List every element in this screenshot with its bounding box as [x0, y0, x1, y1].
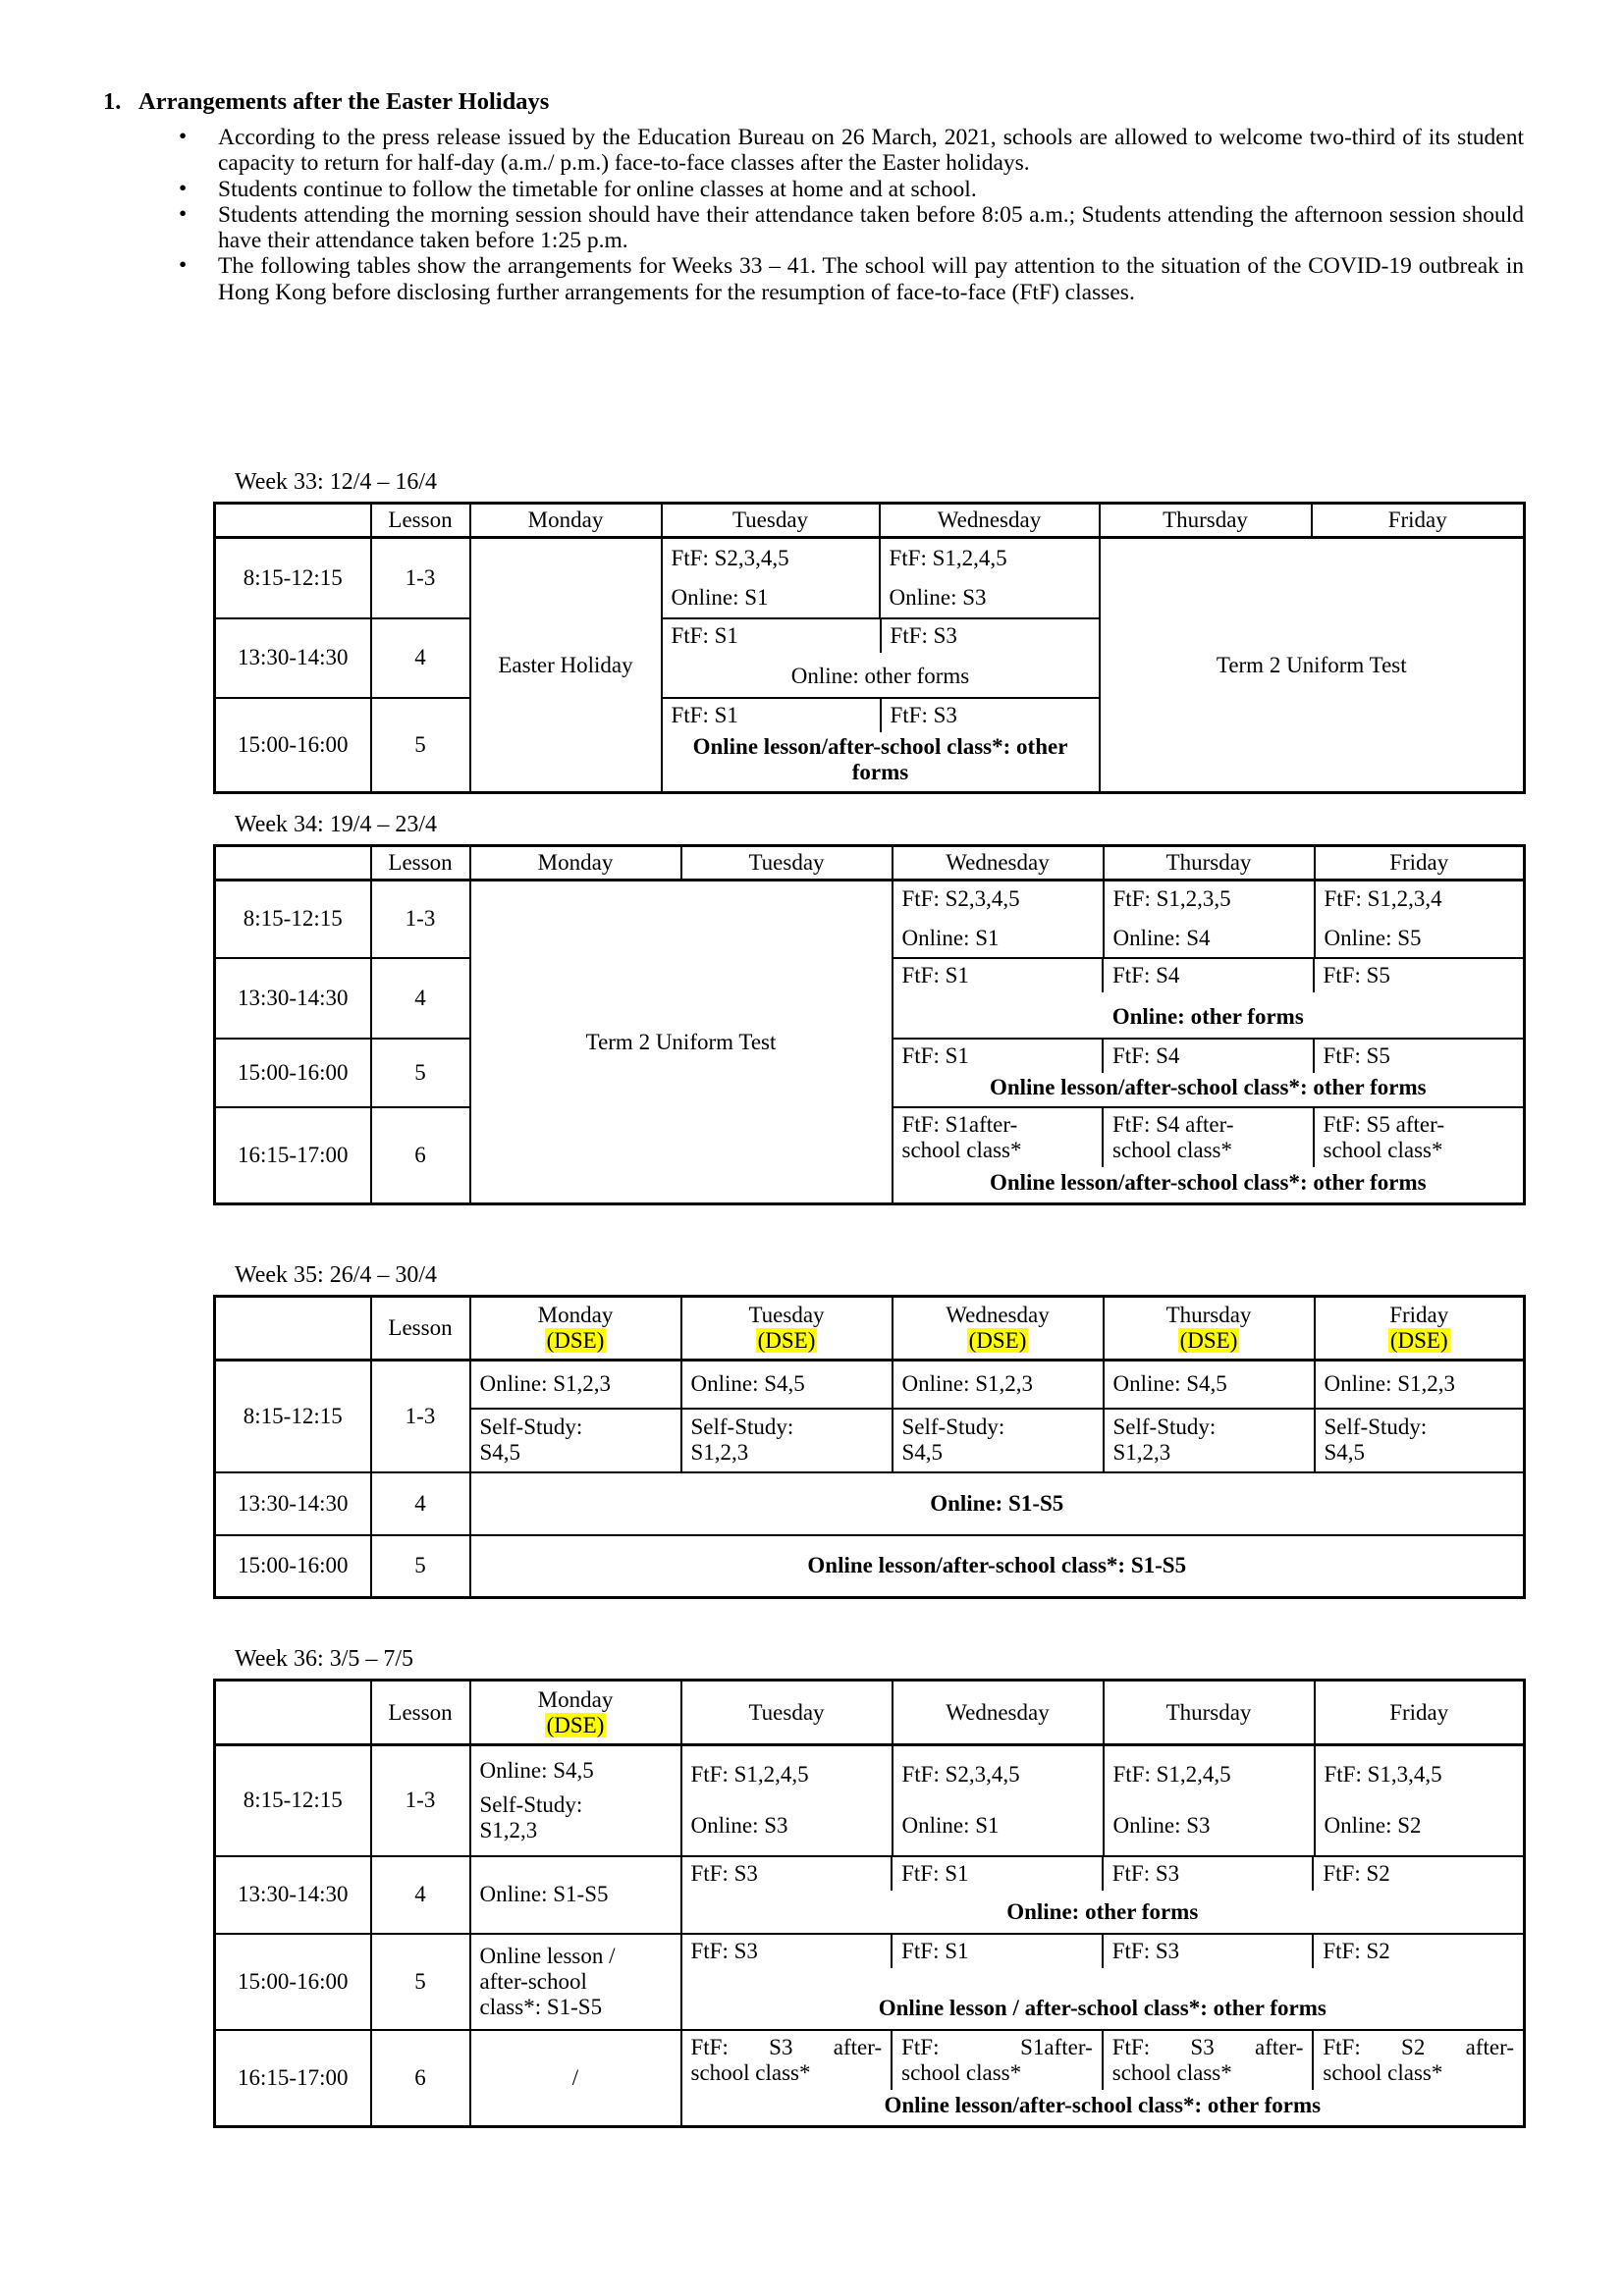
week33-timetable — [213, 502, 1526, 794]
ftf-tuesday: FtF: S1 — [671, 622, 738, 648]
ftf-tuesday: FtF: S1 — [671, 702, 738, 727]
ftf-line: FtF: S1,2,3,5 — [1112, 886, 1231, 912]
merged-online-line: Online lesson/after-school class*: other forms — [692, 733, 1068, 784]
dse-highlight: (DSE) — [968, 1328, 1027, 1353]
table-row — [215, 1535, 1525, 1598]
split-merged-cell — [662, 618, 1100, 698]
ftf-line: FtF: S1,2,4,5 — [690, 1762, 809, 1788]
dse-highlight: (DSE) — [1179, 1328, 1238, 1353]
online-line: Online: S3 — [889, 584, 987, 610]
lesson-cell: 5 — [371, 1039, 470, 1107]
week36-title: Week 36: 3/5 – 7/5 — [235, 1646, 414, 1672]
ftf-wednesday: FtF: S1 — [901, 962, 969, 988]
split-merged-cell — [893, 958, 1525, 1039]
split-merged-cell — [681, 1934, 1525, 2030]
lesson-cell: 4 — [371, 618, 470, 698]
split-merged-cell — [893, 1107, 1525, 1204]
time-cell: 15:00-16:00 — [215, 1535, 371, 1598]
merged-online-cell: Online: S1-S5 — [470, 1472, 1525, 1535]
corner-cell — [215, 1681, 371, 1745]
day-header-friday: Friday — [1312, 504, 1525, 538]
bullet-item: • According to the press release issued by the Education Bureau on 26 March, 2021, schools are allowed to welcome two-third of its student capacity to return for half-day (a.m./ p.m.) face-to-face classes after the Easter holidays. — [218, 125, 1524, 177]
table-row — [215, 2030, 1525, 2127]
merged-online-line: Online: other forms — [790, 663, 970, 688]
ftf-wednesday: FtF: S1after- school class* — [901, 1111, 1022, 1162]
day-header-tuesday: Tuesday (DSE) — [681, 1297, 893, 1361]
merged-online-line: Online lesson/after-school class*: other forms — [989, 1074, 1427, 1099]
ftf-wednesday: FtF: S1after- school class* — [891, 2031, 1102, 2090]
online-friday: Online: S1,2,3 — [1315, 1361, 1525, 1409]
ftf-friday: FtF: S5 — [1313, 959, 1524, 992]
time-cell: 13:30-14:30 — [215, 618, 371, 698]
day-header-tuesday: Tuesday — [662, 504, 880, 538]
lesson-cell: 1-3 — [371, 1745, 470, 1856]
online-line: Online: S4,5 — [479, 1757, 594, 1783]
online-line: Online: S4 — [1112, 926, 1211, 951]
day-cell-monday: / — [470, 2030, 681, 2127]
ftf-friday: FtF: S2 after- school class* — [1312, 2031, 1523, 2090]
day-cell-wednesday — [893, 881, 1104, 958]
day-header-wednesday: Wednesday — [893, 1681, 1104, 1745]
lesson-cell: 4 — [371, 1856, 470, 1934]
ftf-line: FtF: S2,3,4,5 — [671, 545, 789, 570]
ftf-friday: FtF: S2 — [1312, 1857, 1523, 1891]
selfstudy-friday: Self-Study: S4,5 — [1315, 1409, 1525, 1472]
bullet-item: • Students attending the morning session should have their attendance taken before 8:05 a.m.; Students attending the afternoon session should have their attendance taken before 1:25 p.m. — [218, 202, 1524, 254]
ftf-line: FtF: S1,2,4,5 — [889, 545, 1007, 570]
time-cell: 15:00-16:00 — [215, 1039, 371, 1107]
merged-online-line: Online lesson / after-school class*: other forms — [878, 1995, 1326, 2020]
lesson-header: Lesson — [371, 1297, 470, 1361]
online-wednesday: Online: S1,2,3 — [893, 1361, 1104, 1409]
day-cell-monday: Online lesson / after-school class*: S1-S5 — [470, 1934, 681, 2030]
time-cell: 8:15-12:15 — [215, 1745, 371, 1856]
merged-online-line: Online: other forms — [1111, 1003, 1304, 1029]
ftf-thursday: FtF: S4 after- school class* — [1102, 1108, 1313, 1167]
corner-cell — [215, 846, 371, 881]
dse-highlight: (DSE) — [1389, 1328, 1448, 1353]
ftf-friday: FtF: S5 after- school class* — [1313, 1108, 1524, 1167]
table-row — [215, 1856, 1525, 1934]
online-line: Online: S3 — [690, 1813, 788, 1839]
day-header-wednesday: Wednesday — [880, 504, 1100, 538]
corner-cell — [215, 504, 371, 538]
merged-online-line: Online: other forms — [1006, 1898, 1199, 1924]
online-line: Online: S1 — [671, 584, 769, 610]
lesson-cell: 1-3 — [371, 538, 470, 618]
lesson-cell: 5 — [371, 1934, 470, 2030]
day-cell-friday — [1315, 881, 1525, 958]
merged-online-line: Online lesson/after-school class*: other forms — [989, 1169, 1427, 1195]
ftf-tuesday: FtF: S3 — [690, 1860, 758, 1886]
ftf-wednesday: FtF: S1 — [891, 1857, 1102, 1891]
ftf-line: FtF: S1,3,4,5 — [1324, 1762, 1442, 1788]
table-row — [215, 1472, 1525, 1535]
dse-highlight: (DSE) — [546, 1712, 605, 1737]
ftf-line: FtF: S1,2,4,5 — [1112, 1762, 1231, 1788]
time-cell: 13:30-14:30 — [215, 958, 371, 1039]
section-heading — [103, 88, 549, 116]
day-header-thursday: Thursday — [1100, 504, 1312, 538]
lesson-cell: 1-3 — [371, 1361, 470, 1472]
table-row — [215, 1745, 1525, 1856]
uniform-test-cell: Term 2 Uniform Test — [470, 881, 893, 1204]
day-header-monday: Monday — [470, 504, 662, 538]
time-cell: 16:15-17:00 — [215, 1107, 371, 1204]
ftf-thursday: FtF: S3 after- school class* — [1102, 2031, 1313, 2090]
selfstudy-tuesday: Self-Study: S1,2,3 — [681, 1409, 893, 1472]
ftf-tuesday: FtF: S3 — [690, 1938, 758, 1963]
header-row — [215, 504, 1525, 538]
day-cell-monday: Online: S1-S5 — [470, 1856, 681, 1934]
ftf-line: FtF: S2,3,4,5 — [901, 886, 1020, 912]
week35-timetable — [213, 1295, 1526, 1599]
lesson-cell: 4 — [371, 1472, 470, 1535]
day-header-thursday: Thursday — [1104, 1681, 1315, 1745]
day-header-friday: Friday (DSE) — [1315, 1297, 1525, 1361]
table-row — [215, 881, 1525, 958]
week33-section — [213, 469, 1523, 794]
week35-section — [213, 1262, 1523, 1599]
online-line: Online: S1 — [901, 926, 1000, 951]
day-cell-thursday — [1104, 881, 1315, 958]
selfstudy-thursday: Self-Study: S1,2,3 — [1104, 1409, 1315, 1472]
time-cell: 13:30-14:30 — [215, 1856, 371, 1934]
ftf-thursday: FtF: S4 — [1102, 1040, 1313, 1073]
easter-holiday-cell: Easter Holiday — [470, 538, 662, 793]
day-cell-wednesday — [880, 538, 1100, 618]
selfstudy-line: Self-Study: S1,2,3 — [479, 1791, 583, 1842]
section-title: Arrangements after the Easter Holidays — [138, 88, 550, 115]
dse-highlight: (DSE) — [546, 1328, 605, 1353]
lesson-cell: 4 — [371, 958, 470, 1039]
time-cell: 15:00-16:00 — [215, 1934, 371, 2030]
online-line: Online: S3 — [1112, 1813, 1211, 1839]
ftf-line: FtF: S1,2,3,4 — [1324, 886, 1442, 912]
day-header-monday: Monday (DSE) — [470, 1681, 681, 1745]
online-line: Online: S2 — [1324, 1813, 1422, 1839]
split-merged-cell — [681, 1856, 1525, 1934]
online-line: Online: S5 — [1324, 926, 1422, 951]
day-header-thursday: Thursday — [1104, 846, 1315, 881]
time-cell: 8:15-12:15 — [215, 538, 371, 618]
day-cell-tuesday — [681, 1745, 893, 1856]
ftf-wednesday: FtF: S1 — [901, 1042, 969, 1068]
day-header-wednesday: Wednesday — [893, 846, 1104, 881]
table-row — [215, 1934, 1525, 2030]
week33-title: Week 33: 12/4 – 16/4 — [235, 469, 438, 495]
split-merged-cell — [893, 1039, 1525, 1107]
day-cell-thursday — [1104, 1745, 1315, 1856]
ftf-tuesday: FtF: S3 after- school class* — [690, 2034, 883, 2085]
week36-timetable — [213, 1679, 1526, 2128]
uniform-test-cell: Term 2 Uniform Test — [1100, 538, 1525, 793]
time-cell: 8:15-12:15 — [215, 1361, 371, 1472]
ftf-thursday: FtF: S4 — [1102, 959, 1313, 992]
week36-section — [213, 1646, 1523, 2128]
week35-title: Week 35: 26/4 – 30/4 — [235, 1262, 438, 1288]
ftf-line: FtF: S2,3,4,5 — [901, 1762, 1020, 1788]
day-header-monday: Monday — [470, 846, 681, 881]
online-monday: Online: S1,2,3 — [470, 1361, 681, 1409]
ftf-friday: FtF: S2 — [1312, 1935, 1523, 1968]
bullet-list — [218, 125, 1524, 305]
ftf-thursday: FtF: S3 — [1102, 1857, 1313, 1891]
split-merged-cell — [662, 698, 1100, 793]
merged-online-cell: Online lesson/after-school class*: S1-S5 — [470, 1535, 1525, 1598]
week34-timetable — [213, 844, 1526, 1205]
online-tuesday: Online: S4,5 — [681, 1361, 893, 1409]
dse-highlight: (DSE) — [757, 1328, 816, 1353]
ftf-wednesday: FtF: S3 — [880, 619, 1099, 653]
header-row — [215, 846, 1525, 881]
lesson-header: Lesson — [371, 846, 470, 881]
day-cell-wednesday — [893, 1745, 1104, 1856]
lesson-cell: 6 — [371, 1107, 470, 1204]
section-number: 1. — [103, 88, 122, 115]
lesson-cell: 1-3 — [371, 881, 470, 958]
day-cell-monday — [470, 1745, 681, 1856]
split-merged-cell — [681, 2030, 1525, 2127]
day-header-friday: Friday — [1315, 1681, 1525, 1745]
time-cell: 16:15-17:00 — [215, 2030, 371, 2127]
merged-online-line: Online lesson/after-school class*: other forms — [884, 2092, 1322, 2117]
day-cell-tuesday — [662, 538, 880, 618]
bullet-item: • Students continue to follow the timetable for online classes at home and at school. — [218, 177, 1524, 202]
online-thursday: Online: S4,5 — [1104, 1361, 1315, 1409]
table-row — [215, 1361, 1525, 1409]
day-header-monday: Monday (DSE) — [470, 1297, 681, 1361]
day-header-friday: Friday — [1315, 846, 1525, 881]
day-header-tuesday: Tuesday — [681, 1681, 893, 1745]
lesson-cell: 5 — [371, 1535, 470, 1598]
week34-section — [213, 812, 1523, 1205]
time-cell: 8:15-12:15 — [215, 881, 371, 958]
header-row — [215, 1681, 1525, 1745]
time-cell: 15:00-16:00 — [215, 698, 371, 793]
lesson-header: Lesson — [371, 504, 470, 538]
lesson-cell: 6 — [371, 2030, 470, 2127]
selfstudy-wednesday: Self-Study: S4,5 — [893, 1409, 1104, 1472]
lesson-cell: 5 — [371, 698, 470, 793]
table-row — [215, 538, 1525, 618]
ftf-thursday: FtF: S3 — [1102, 1935, 1313, 1968]
online-line: Online: S1 — [901, 1813, 1000, 1839]
day-cell-friday — [1315, 1745, 1525, 1856]
ftf-wednesday: FtF: S1 — [891, 1935, 1102, 1968]
week34-title: Week 34: 19/4 – 23/4 — [235, 812, 438, 837]
day-header-tuesday: Tuesday — [681, 846, 893, 881]
ftf-friday: FtF: S5 — [1313, 1040, 1524, 1073]
day-header-thursday: Thursday (DSE) — [1104, 1297, 1315, 1361]
ftf-wednesday: FtF: S3 — [880, 699, 1099, 732]
corner-cell — [215, 1297, 371, 1361]
header-row — [215, 1297, 1525, 1361]
lesson-header: Lesson — [371, 1681, 470, 1745]
selfstudy-monday: Self-Study: S4,5 — [470, 1409, 681, 1472]
bullet-item: • The following tables show the arrangements for Weeks 33 – 41. The school will pay attention to the situation of the COVID-19 outbreak in Hong Kong before disclosing further arrangements for the resumption of face-to-face (FtF) classes. — [218, 253, 1524, 305]
time-cell: 13:30-14:30 — [215, 1472, 371, 1535]
day-header-wednesday: Wednesday (DSE) — [893, 1297, 1104, 1361]
